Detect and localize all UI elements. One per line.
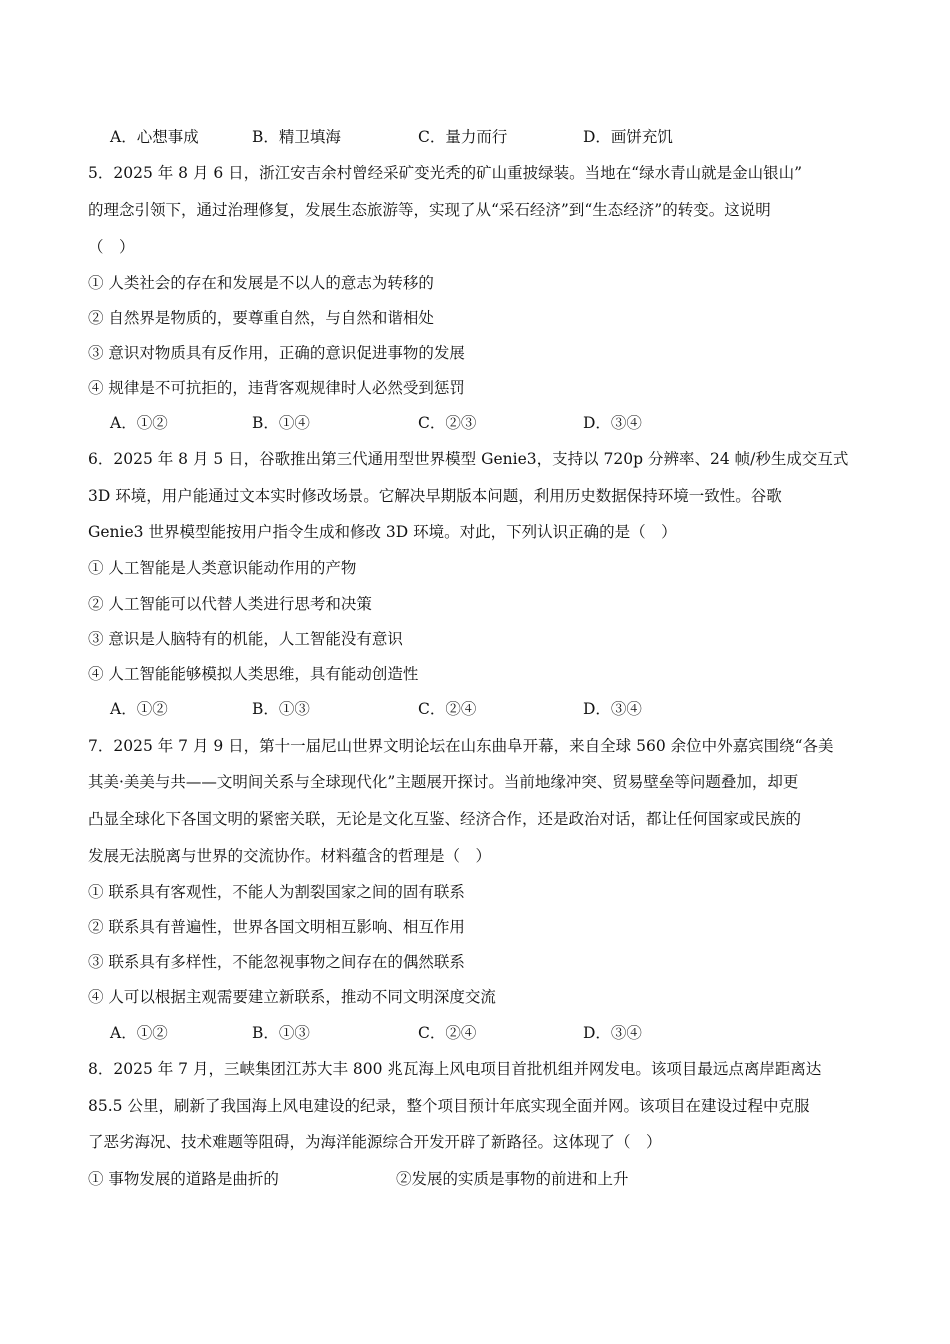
q6-option-a: A．①② xyxy=(110,700,168,718)
q6-options xyxy=(110,699,810,719)
q7-option-b: B．①③ xyxy=(252,1024,310,1042)
q5-statement-1: ① 人类社会的存在和发展是不以人的意志为转移的 xyxy=(88,274,434,292)
q4-option-d: D．画饼充饥 xyxy=(583,128,673,146)
q6-option-b: B．①③ xyxy=(252,700,310,718)
q7-stem-line-3: 凸显全球化下各国文明的紧密关联，无论是文化互鉴、经济合作，还是政治对话，都让任何国家或民族的 xyxy=(88,810,802,828)
q7-option-a: A．①② xyxy=(110,1024,168,1042)
q5-stem-line-1: 5．2025 年 8 月 6 日，浙江安吉余村曾经采矿变光秃的矿山重披绿装。当地在“绿水青山就是金山银山” xyxy=(88,164,803,182)
q6-statement-3: ③ 意识是人脑特有的机能，人工智能没有意识 xyxy=(88,630,403,648)
q8-stem-line-3: 了恶劣海况、技术难题等阻碍，为海洋能源综合开发开辟了新路径。这体现了（ ） xyxy=(88,1133,662,1151)
q7-statement-4: ④ 人可以根据主观需要建立新联系，推动不同文明深度交流 xyxy=(88,988,496,1006)
q6-statement-1: ① 人工智能是人类意识能动作用的产物 xyxy=(88,559,357,577)
q6-stem-line-1: 6．2025 年 8 月 5 日，谷歌推出第三代通用型世界模型 Genie3，支持以 720p 分辨率、24 帧/秒生成交互式 xyxy=(88,450,849,468)
q8-statement-1: ① 事物发展的道路是曲折的 xyxy=(88,1170,279,1188)
q6-option-d: D．③④ xyxy=(583,700,642,718)
q7-option-d: D．③④ xyxy=(583,1024,642,1042)
q8-stem-line-2: 85.5 公里，刷新了我国海上风电建设的纪录，整个项目预计年底实现全面并网。该项目在建设过程中克服 xyxy=(88,1097,810,1115)
q5-statement-4: ④ 规律是不可抗拒的，违背客观规律时人必然受到惩罚 xyxy=(88,379,465,397)
q6-stem-line-3: Genie3 世界模型能按用户指令生成和修改 3D 环境。对此，下列认识正确的是（ ） xyxy=(88,523,677,541)
q6-option-c: C．②④ xyxy=(418,700,477,718)
q6-statement-2: ② 人工智能可以代替人类进行思考和决策 xyxy=(88,595,372,613)
q5-option-a: A．①② xyxy=(110,414,168,432)
q5-statement-3: ③ 意识对物质具有反作用，正确的意识促进事物的发展 xyxy=(88,344,465,362)
q7-options xyxy=(110,1023,810,1043)
q5-statement-2: ② 自然界是物质的，要尊重自然，与自然和谐相处 xyxy=(88,309,434,327)
q4-options xyxy=(110,127,810,147)
q7-statement-3: ③ 联系具有多样性，不能忽视事物之间存在的偶然联系 xyxy=(88,953,465,971)
q7-stem-line-2: 其美·美美与共——文明间关系与全球现代化”主题展开探讨。当前地缘冲突、贸易壁垒等问题叠加，却更 xyxy=(88,773,799,791)
q5-stem-line-2: 的理念引领下，通过治理修复，发展生态旅游等，实现了从“采石经济”到“生态经济”的转变。这说明 xyxy=(88,201,771,219)
q8-stem-line-1: 8．2025 年 7 月，三峡集团江苏大丰 800 兆瓦海上风电项目首批机组并网发电。该项目最远点离岸距离达 xyxy=(88,1060,822,1078)
q4-option-c: C．量力而行 xyxy=(418,128,508,146)
q6-stem-line-2: 3D 环境，用户能通过文本实时修改场景。它解决早期版本问题，利用历史数据保持环境一致性。谷歌 xyxy=(88,487,782,505)
q4-option-b: B．精卫填海 xyxy=(252,128,341,146)
q7-stem-line-1: 7．2025 年 7 月 9 日，第十一届尼山世界文明论坛在山东曲阜开幕，来自全球 560 余位中外嘉宾围绕“各美 xyxy=(88,737,834,755)
q6-statement-4: ④ 人工智能能够模拟人类思维，具有能动创造性 xyxy=(88,665,419,683)
q5-options xyxy=(110,413,810,433)
q5-option-b: B．①④ xyxy=(252,414,310,432)
q5-stem-line-3: （ ） xyxy=(88,238,135,256)
q7-statement-1: ① 联系具有客观性，不能人为割裂国家之间的固有联系 xyxy=(88,883,465,901)
q7-stem-line-4: 发展无法脱离与世界的交流协作。材料蕴含的哲理是（ ） xyxy=(88,847,492,865)
q5-option-d: D．③④ xyxy=(583,414,642,432)
q7-statement-2: ② 联系具有普遍性，世界各国文明相互影响、相互作用 xyxy=(88,918,465,936)
q8-statements-row xyxy=(88,1169,868,1189)
q4-option-a: A．心想事成 xyxy=(110,128,199,146)
q7-option-c: C．②④ xyxy=(418,1024,477,1042)
q8-statement-2: ②发展的实质是事物的前进和上升 xyxy=(396,1170,629,1188)
q5-option-c: C．②③ xyxy=(418,414,477,432)
